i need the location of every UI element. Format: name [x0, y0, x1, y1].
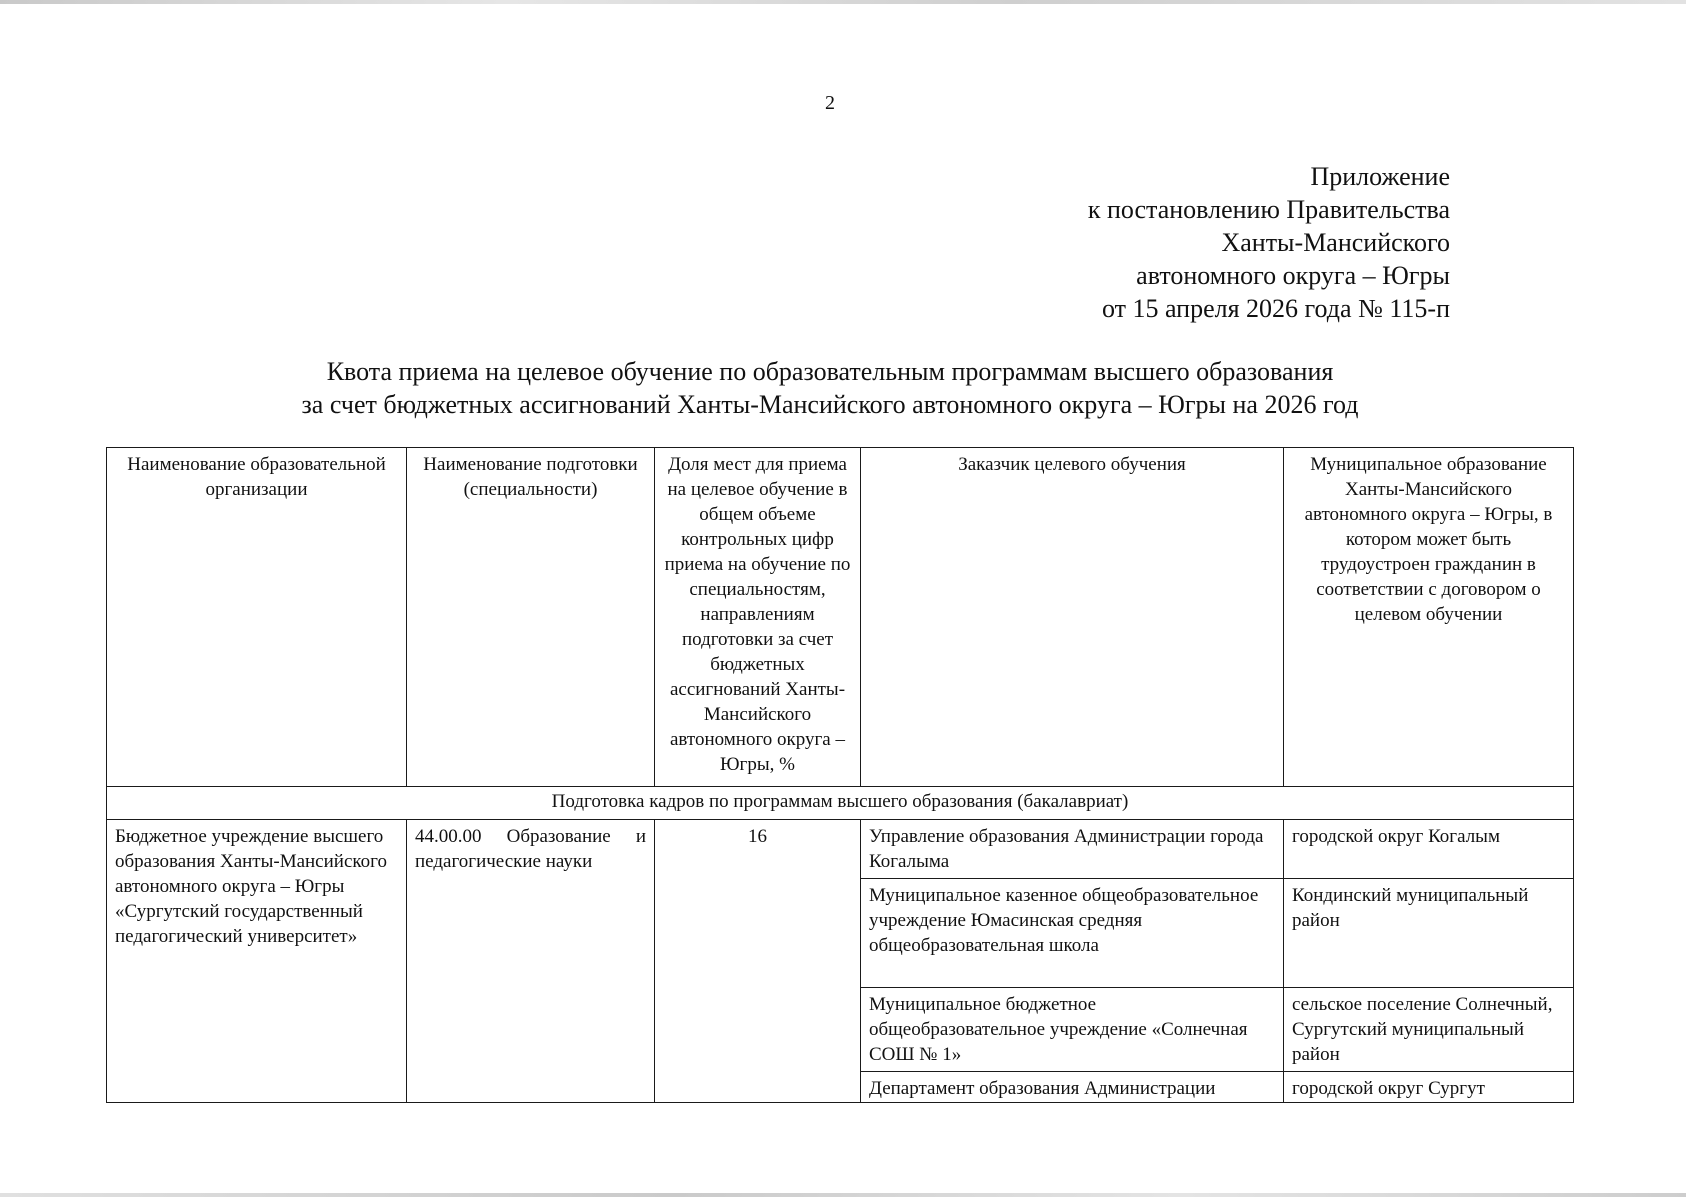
header-org: Наименование образовательной организации	[107, 448, 407, 787]
appendix-line: от 15 апреля 2026 года № 115-п	[1101, 294, 1450, 323]
section-row	[107, 787, 1574, 820]
customer-cell: Муниципальное бюджетное общеобразовательное учреждение «Солнечная СОШ № 1»	[861, 988, 1284, 1072]
org-cell: Бюджетное учреждение высшего образования Ханты-Мансийского автономного округа – Югры «Сургутский государственный педагогический университет»	[107, 820, 407, 1103]
quota-table	[106, 447, 1574, 1103]
appendix-line: к постановлению Правительства	[1087, 195, 1450, 224]
header-spec: Наименование подготовки (специальности)	[407, 448, 655, 787]
appendix-line: Приложение	[1310, 162, 1450, 191]
customer-cell: Управление образования Администрации города Когалыма	[861, 820, 1284, 879]
appendix-header	[1088, 160, 1450, 325]
share-cell: 16	[655, 820, 861, 1103]
municipality-cell: сельское поселение Солнечный, Сургутский муниципальный район	[1284, 988, 1574, 1072]
spec-line: педагогические науки	[415, 851, 593, 872]
header-customer: Заказчик целевого обучения	[861, 448, 1284, 787]
customer-cell: Муниципальное казенное общеобразовательное учреждение Юмасинская средняя общеобразовательная школа	[861, 879, 1284, 988]
title-line: Квота приема на целевое обучение по образовательным программам высшего образования	[326, 357, 1334, 386]
title-line: за счет бюджетных ассигнований Ханты-Мансийского автономного округа – Югры на 2026 год	[301, 390, 1359, 419]
customer-text: Департамент образования Администрации	[869, 1078, 1216, 1098]
spec-cell	[407, 820, 655, 1103]
appendix-line: Ханты-Мансийского	[1221, 228, 1450, 257]
municipality-text: городской округ Сургут	[1292, 1078, 1485, 1098]
customer-cell	[861, 1072, 1284, 1103]
municipality-cell: городской округ Когалым	[1284, 820, 1574, 879]
header-share: Доля мест для приема на целевое обучение в общем объеме контрольных цифр приема на обучение по специальностям, направлениям подготовки за счет бюджетных ассигнований Ханты-Мансийского автономного округа – Югры, %	[655, 448, 861, 787]
municipality-cell: Кондинский муниципальный район	[1284, 879, 1574, 988]
appendix-line: автономного округа – Югры	[1136, 261, 1450, 290]
spec-line: 44.00.00 Образование и	[415, 826, 646, 847]
scan-edge-top	[0, 0, 1686, 4]
table-header-row	[107, 448, 1574, 787]
section-title: Подготовка кадров по программам высшего образования (бакалавриат)	[107, 787, 1574, 820]
header-municipality: Муниципальное образование Ханты-Мансийского автономного округа – Югры, в котором может быть трудоустроен гражданин в соответствии с договором о целевом обучении	[1284, 448, 1574, 787]
scan-edge-bottom	[0, 1193, 1686, 1197]
table-row	[107, 820, 1574, 879]
document-title	[100, 355, 1560, 421]
municipality-cell	[1284, 1072, 1574, 1103]
page-number: 2	[825, 92, 835, 114]
